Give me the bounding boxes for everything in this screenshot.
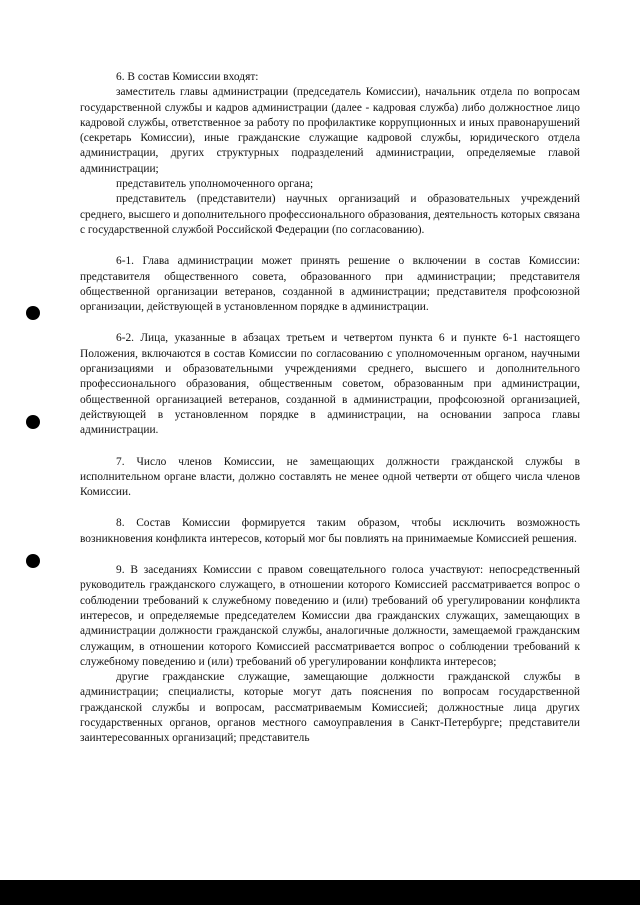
punch-hole-icon: [26, 306, 40, 320]
punch-hole-icon: [26, 554, 40, 568]
paragraph-9-continued: другие гражданские служащие, замещающие должности гражданской службы в администрации; специалисты, которые могут дать пояснения по вопросам государственной гражданской службы и вопросам, рассматриваемым Комиссией; должностные лица других государственных органов, органов местного самоуправления в Санкт-Петербурге; представители заинтересованных организаций; представитель: [80, 671, 580, 745]
document-body: [80, 70, 580, 747]
punch-hole-icon: [26, 415, 40, 429]
paragraph-9: 9. В заседаниях Комиссии с правом совещательного голоса участвуют: непосредственный руководитель гражданского служащего, в отношении которого Комиссией рассматривается вопрос о соблюдении требований к служебному поведению и (или) требований об урегулировании конфликта интересов, и определяемые председателем Комиссии два гражданских служащих, замещающих в администрации должности гражданской службы, аналогичные должности, замещаемой гражданским служащим, в отношении которого Комиссией рассматривается вопрос о соблюдении требований к служебному поведению и (или) требований об урегулировании конфликта интересов;: [80, 564, 580, 668]
paragraph-6-scientific-representatives: представитель (представители) научных организаций и образовательных учреждений среднего, высшего и дополнительного профессионального образования, деятельность которых связана с государственной службой Российской Федерации (по согласованию).: [80, 193, 580, 236]
paragraph-6-authorized-body: представитель уполномоченного органа;: [116, 178, 314, 191]
paragraph-6-2: 6-2. Лица, указанные в абзацах третьем и четвертом пункта 6 и пункте 6-1 настоящего Положения, включаются в состав Комиссии по согласованию с уполномоченным органом, научными организациями и образовательными учреждениями среднего, высшего и дополнительного профессионального образования, общественным советом, образованным при администрации, общественной организацией ветеранов, созданной в администрации, профсоюзной организацией, действующей в установленном порядке в администрации, на основании запроса главы администрации.: [80, 332, 580, 437]
paragraph-6-members: заместитель главы администрации (председатель Комиссии), начальник отдела по вопросам государственной службы и кадров администрации (далее - кадровая служба) либо должностное лицо кадровой службы, ответственное за работу по профилактике коррупционных и иных правонарушений (секретарь Комиссии), иные гражданские служащие кадровой службы, юридического отдела администрации, других структурных подразделений администрации, определяемые главой администрации;: [80, 86, 580, 175]
paragraph-6-heading: 6. В состав Комиссии входят:: [116, 71, 259, 83]
paragraph-6-1: 6-1. Глава администрации может принять решение о включении в состав Комиссии: представителя общественного совета, образованного при администрации; представителя общественной организации ветеранов, созданной в администрации; представителя профсоюзной организации, действующей в установленном порядке в администрации.: [80, 255, 580, 314]
paragraph-8: 8. Состав Комиссии формируется таким образом, чтобы исключить возможность возникновения конфликта интересов, который мог бы повлиять на принимаемые Комиссией решения.: [80, 517, 580, 545]
paragraph-7: 7. Число членов Комиссии, не замещающих должности гражданской службы в исполнительном органе власти, должно составлять не менее одной четверти от общего числа членов Комиссии.: [80, 455, 580, 499]
scan-bottom-border: [0, 880, 640, 905]
